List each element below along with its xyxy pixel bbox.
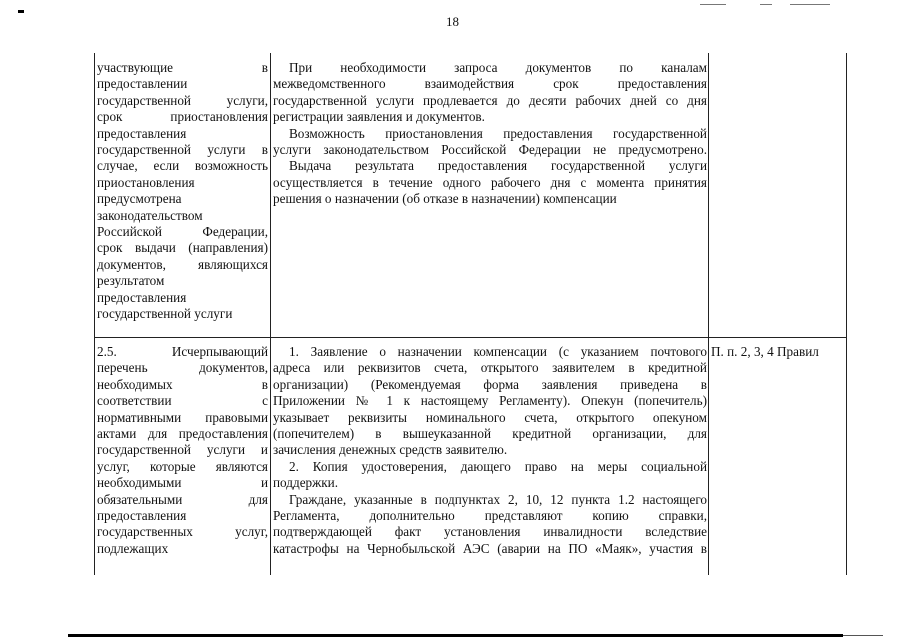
text-line: документов, являющихся [97,256,268,272]
text-line: участвующие в [97,60,268,75]
text-line: Регламента, дополнительно представляют копию справки, [273,508,707,524]
text-line: необходимых в [97,376,268,392]
text-line: государственных услуг, [97,524,268,540]
text-line: 1. Заявление о назначении компенсации (с указанием почтового [289,344,707,359]
text-line: государственной услуги [97,306,233,322]
text-line: решения о назначении (об отказе в назначении) компенсации [273,191,617,207]
table-row-divider [94,337,847,338]
text-line: 2.5. Исчерпывающий [97,344,268,359]
text-line: зачисления денежных средств заявителю. [273,442,508,458]
text-line: государственной услуги продлевается до десяти рабочих дней со дня [273,92,707,108]
text-line: организации) (Рекомендуемая форма заявления приведена в [273,376,707,392]
text-line: срок приостановления [97,109,268,125]
text-line: обязательными для [97,491,268,507]
text-line: соответствии с [97,393,268,409]
text-line: При необходимости запроса документов по каналам [289,60,707,75]
row2-service-stage-cell [97,344,268,557]
text-line: государственной услуги и [97,442,268,458]
scan-artifact-dash [700,4,726,5]
text-line: катастрофы на Чернобыльской АЭС (аварии на ПО «Маяк», участия в [273,540,707,556]
text-line: Выдача результата предоставления государственной услуги [289,158,707,174]
scan-bottom-edge-thin [843,635,883,636]
text-line: предоставлении [97,76,188,92]
text-line: Возможность приостановления предоставления государственной [289,125,707,141]
text-line: осуществляется в течение одного рабочего дня с момента принятия [273,174,707,190]
text-line: услуг, которые являются [97,458,268,474]
text-line: срок выдачи (направления) [97,240,268,256]
row1-description-cell [273,60,707,208]
page-number: 18 [446,14,459,29]
text-line: П. п. 2, 3, 4 Правил [711,344,819,359]
table-column-divider [270,53,271,575]
text-line: (попечителем) в вышеуказанной кредитной организации, для [273,426,707,442]
text-line: регистрации заявления и документов. [273,109,485,125]
table-border-right [846,53,847,575]
text-line: адреса или реквизитов счета, открытого заявителем в кредитной [273,360,707,376]
scan-artifact-dash [760,4,772,5]
text-line: актами для предоставления [97,426,268,442]
text-line: предоставления [97,289,187,305]
row2-description-cell [273,344,707,557]
text-line: межведомственного взаимодействия срок предоставления [273,76,707,92]
text-line: услуги законодательством Российской Федерации не предусмотрено. [273,142,707,158]
text-line: 2. Копия удостоверения, дающего право на меры социальной [289,458,707,474]
text-line: перечень документов, [97,360,268,376]
text-line: приостановления [97,174,195,190]
text-line: Российской Федерации, [97,224,268,240]
text-line: указывает реквизиты номинального счета, открытого опекуном [273,409,707,425]
text-line: результатом [97,273,165,289]
scan-artifact-dash [790,4,830,5]
table-column-divider [708,53,709,575]
text-line: Граждане, указанные в подпунктах 2, 10, 12 пункта 1.2 настоящего [289,491,707,507]
text-line: нормативными правовыми [97,409,268,425]
text-line: подлежащих [97,540,169,556]
text-line: случае, если возможность [97,158,268,174]
regulation-table [94,53,847,575]
text-line: необходимыми и [97,475,268,491]
text-line: законодательством [97,207,203,223]
text-line: государственной услуги в [97,142,268,158]
text-line: государственной услуги, [97,92,268,108]
text-line: предусмотрена [97,191,182,207]
text-line: предоставления [97,508,187,524]
row2-legal-basis-cell [711,344,843,360]
table-border-left [94,53,95,575]
text-line: Приложении № 1 к настоящему Регламенту). Опекун (попечитель) [273,393,707,409]
text-line: поддержки. [273,475,339,491]
row1-service-stage-cell [97,60,268,323]
scan-artifact-mark [18,10,24,13]
scan-bottom-edge [68,634,843,637]
text-line: предоставления [97,125,187,141]
text-line: подтверждающей факт установления инвалидности вследствие [273,524,707,540]
